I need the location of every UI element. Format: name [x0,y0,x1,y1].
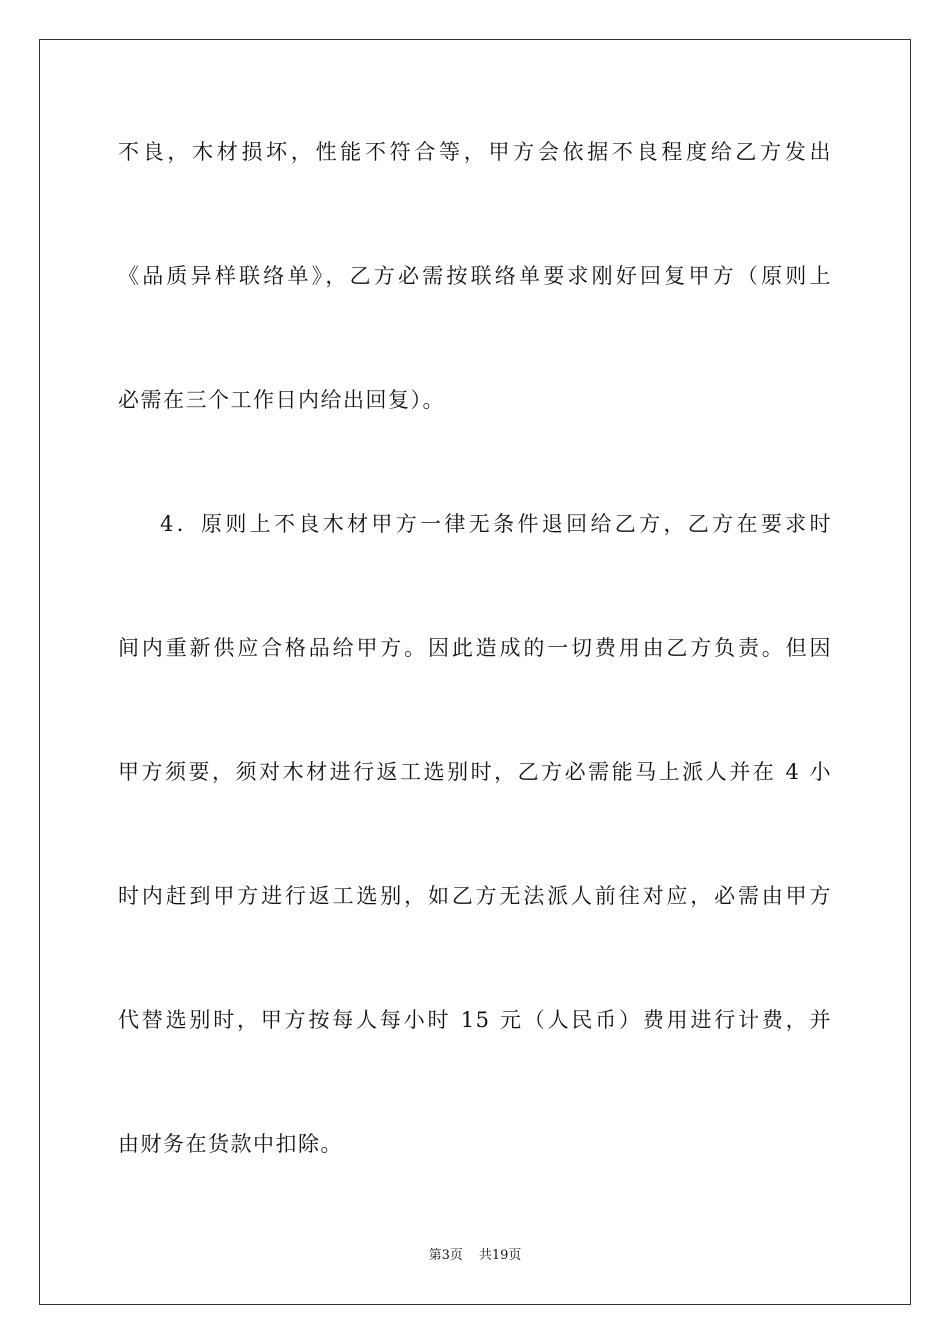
body-line-9: 由财务在货款中扣除。 [118,1132,343,1156]
total-pages: 共19页 [478,1248,522,1263]
body-line-8: 代替选别时，甲方按每人每小时 15 元（人民币）费用进行计费，并 [118,1008,832,1032]
body-line-3: 必需在三个工作日内给出回复）。 [118,388,445,412]
body-line-7: 时内赶到甲方进行返工选别，如乙方无法派人前往对应，必需由甲方 [118,884,832,908]
body-line-2: 《品质异样联络单》，乙方必需按联络单要求刚好回复甲方（原则上 [118,264,832,288]
page-border [39,39,911,1305]
page-number: 第3页 [428,1248,463,1263]
page-footer [0,1247,950,1265]
body-line-5: 间内重新供应合格品给甲方。因此造成的一切费用由乙方负责。但因 [118,636,832,660]
body-line-6: 甲方须要，须对木材进行返工选别时，乙方必需能马上派人并在 4 小 [118,760,832,784]
body-line-1: 不良，木材损坏，性能不符合等，甲方会依据不良程度给乙方发出 [118,140,832,164]
body-line-4: 4．原则上不良木材甲方一律无条件退回给乙方，乙方在要求时 [160,512,832,536]
